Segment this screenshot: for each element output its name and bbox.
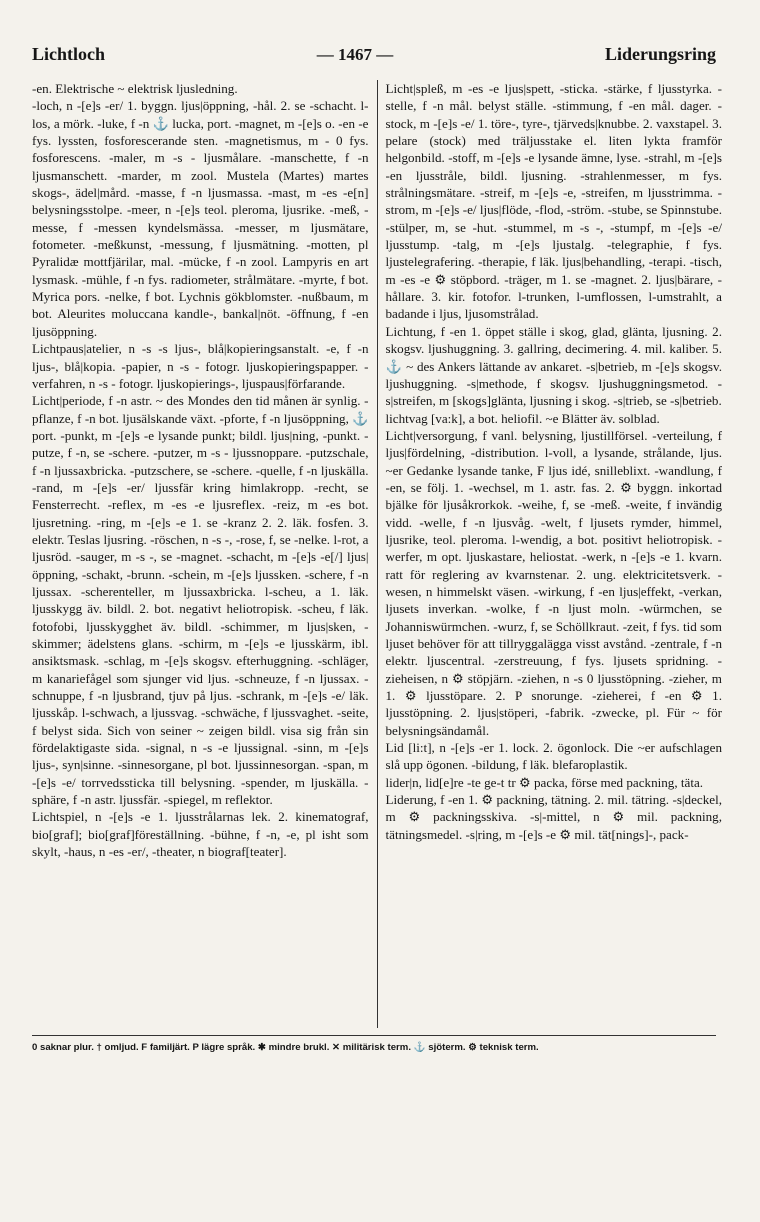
entry-lichtung: Lichtung, f -en 1. öppet ställe i skog, glad, glänta, ljusning. 2. skogsv. ljushuggning. 3. gallring, decimering. 4. mil. kaliber. 5. ⚓ ~ des Ankers lättande av ankaret. -s|betrieb, m -[e]s skogsv. ljushuggning. -s|methode, f skogsv. ljushuggningsmetod. -s|streifen, m [skogs]glänta, ljusning i skog. -s|trieb, se -s|betrieb.	[385, 323, 722, 409]
entry-lichtperiode: Licht|periode, f -n astr. ~ des Mondes den tid månen är synlig. -pflanze, f -n bot. ljusälskande växt. -pforte, f -n ljusöppning, ⚓ port. -punkt, m -[e]s -e lysande punkt; bildl. ljus|ning, -punkt. -putze, f -n, se -schere. -putzer, m -s - ljussnoppare. -putzschale, f -n ljussaxbricka. -putzschere, se -schere. -quelle, f -n ljuskälla. -rand, m -[e]s -er/ ljussfär kring himlakropp. -recht, se Fensterrecht. -reflex, m -es -e ljusreflex. -reiz, m -es bot. ljusretning. -ring, m -[e]s -e 1. se -kranz 2. 2. läk. fosfen. 3. elektr. Teslas ljusring. -röschen, n -s -, -rose, f, se -nelke. l-rot, a ljusröd. -sauger, m -s -, se -magnet. -schacht, m -[e]s -e[/] ljus|öppning, -schakt, -brunn. -schein, m -[e]s ljussken. -schere, f -n ljussax. -scherenteller, m ljussaxbricka. l-scheu, a 1. läk. ljusskygg äv. bildl. 2. bot. negativt heliotropisk. -scheu, f läk. fotofobi, ljusskygghet äv. bildl. -schimmer, m ljus|sken, -skimmer; ädelstens glans. -schirm, m -[e]s -e ljusskärm, ibl. ansiktsmask. -schlag, m -[e]s skogsv. efterhuggning. -schläger, m kanariefågel som sjunger vid ljus. -schneuze, f -n ljussax. -schnuppe, f -n ljusbrand, tjuv på ljus. -schrank, m -[e]s -e/ läk. ljusskåp. l-schwach, a ljussvag. -schwäche, f ljussvaghet. -seite, f belyst sida. Sich von seiner ~ zeigen bildl. visa sig från sin fördelaktigaste sida. -signal, n -s -e ljussignal. -sinn, m -[e]s ljus-, syn|sinne. -sinnesorgane, pl bot. ljussinnesorgan. -span, m -[e]s -e/ torrvedssticka till belysning. -spender, m ljuskälla. -sphäre, f -n astr. ljussfär. -spiegel, m reflektor.	[32, 393, 369, 808]
entry-lichtspiel: Lichtspiel, n -[e]s -e 1. ljusstrålarnas lek. 2. kinematograf, bio[graf]; bio[graf]föreställning. -bühne, f -n, -e, pl isht som skylt, -haus, n -es -er/, -theater, n biograf[teater].	[32, 809, 369, 860]
dictionary-columns	[32, 80, 722, 1028]
header-left-word: Lichtloch	[32, 44, 106, 64]
entry-lichtspiess: Licht|spleß, m -es -e ljus|spett, -sticka. -stärke, f ljusstyrka. -stelle, f -n mål. belyst ställe. -stimmung, f -en mål. dager. -stock, m -[e]s -e/ 1. töre-, tyre-, tjärveds|knubbe. 2. vaxstapel. 3. pelare (stock) med träljusstake el. liten lykta framför helgonbild. -stoff, m -[e]s -e lysande ämne, lyse. -strahl, m -[e]s -en ljusstråle, bildl. ljusning. -strahlenmesser, m fys. strålningsmätare. -streif, m -[e]s -e, -streifen, m ljusstrimma. -strom, m -[e]s -e/ ljus|flöde, -flod, -ström. -stube, se Spinnstube. -stülper, m, se -hut. -stummel, m -s -, -stumpf, m -[e]s -e/ ljusstump. -talg, m -[e]s ljustalg. -telegraphie, f fys. ljustelegrafering. -therapie, f läk. ljus|behandling, -terapi. -tisch, m -es -e ⚙ stöpbord. -träger, m 1. se -magnet. 2. ljus|bärare, -hållare. 3. kir. fotofor. l-trunken, l-umflossen, l-umstrahlt, a badande i ljus, ljusomstrålad.	[385, 81, 722, 322]
entry-lichtpaus: Lichtpaus|atelier, n -s -s ljus-, blå|kopieringsanstalt. -e, f -n ljus-, blå|kopia. -papier, n -s - fotogr. ljuskopieringspapper. -verfahren, n -s - fotogr. ljuskopierings-, ljuspaus|förfarande.	[32, 341, 369, 391]
entry-lichtvag: lichtvag [va:k], a bot. heliofil. ~e Blätter äv. solblad.	[385, 410, 660, 426]
entry-lichtloch: -loch, n -[e]s -er/ 1. byggn. ljus|öppning, -hål. 2. se -schacht. l-los, a mörk. -luke, f -n ⚓ lucka, port. -magnet, m -[e]s o. -en -e fys. lyssten, fosforescerande sten. -magnetismus, m - 0 fys. fosforescens. -maler, m -s - ljusmålare. -manschette, f -n ljusmanschett. -marder, m zool. Mustela (Martes) martes skogs-, ädel|mård. -masse, f -n ljusmassa. -mast, m -es -e[n] belysningsstolpe. -meer, n -[e]s teol. pleroma, ljusrike. -meß, -messe, f -messen kyndelsmässa. -messer, m ljusmätare, fotometer. -meßkunst, -messung, f ljusmätning. -motten, pl Pyralidæ mottfjärilar, mal. -mücke, f -n zool. Lampyris en art lysmask. -mühle, f -n fys. radiometer, strålmätare. -myrte, f bot. Myrica pors. -nelke, f bot. Lychnis gökblomster. -nußbaum, m bot. Aleurites moluccana kandle-, bankal|nöt. -öffnung, f -en ljusöppning.	[32, 98, 369, 339]
entry-liderung: Liderung, f -en 1. ⚙ packning, tätning. 2. mil. tätring. -s|deckel, m ⚙ packningsskiva. -s|-mittel, n ⚙ mil. packning, tätningsmedel. -s|ring, m -[e]s -e ⚙ mil. tät[nings]-, pack-	[385, 792, 722, 842]
right-column	[377, 80, 723, 1028]
abbreviation-legend: 0 saknar plur. † omljud. F familjärt. P lägre språk. ✱ mindre brukl. ✕ militärisk term. ⚓ sjöterm. ⚙ teknisk term.	[32, 1035, 716, 1056]
entry-lichtversorgung: Licht|versorgung, f vanl. belysning, ljustillförsel. -verteilung, f ljus|fördelning, -distribution. l-voll, a lysande, strålande, ljus. ~er Gedanke lysande tanke, F ljus idé, snilleblixt. -wandlung, f -en, se följ. 1. -wechsel, m 1. astr. fas. 2. ⚙ byggn. inkortad bjälke för ljusåkrorkok. -weihe, f, se -meß. -weite, f invändig vidd. -welle, f -n ljusvåg. -welt, f ljusets rymder, himmel, ljusrike, teol. pleroma. l-wendig, a bot. positivt heliotropisk. -werfer, m opt. ljuskastare, heliostat. -werk, n -[e]s -e 1. kvarn. ratt för reglering av kvarnstenar. 2. ung. elektricitetsverk. -wesen, n himmelskt väsen. -wirkung, f -en ljus|effekt, -verkan, ljusets inverkan. -wolke, f -n ljust moln. -würmchen, se Johanniswürmchen. -wurz, f, se Schöllkraut. -zeit, f fys. tid som ljuset behöver för att tillryggalägga visst avstånd. -zentrale, f -n elektr. ljuscentral. -zerstreuung, f fys. ljusets spridning. -zieheisen, n ⚙ stöpjärn. -ziehen, n -s 0 ljusstöpning. -zieher, m 1. ⚙ ljusstöpare. 2. P snorunge. -zieherei, f -en ⚙ 1. ljusstöpning. 2. ljus|stöperi, -fabrik. -zwecke, pl. Für ~ för belysningsändamål.	[385, 427, 722, 738]
entry-lid: Lid [li:t], n -[e]s -er 1. lock. 2. ögonlock. Die ~er aufschlagen slå upp ögonen. -bildung, f läk. blefaroplastik.	[385, 740, 722, 773]
page-number: — 1467 —	[316, 45, 394, 64]
header-right-word: Liderungsring	[604, 44, 716, 64]
entry-lidern: lider|n, lid[e]re -te ge-t tr ⚙ packa, förse med packning, täta.	[385, 774, 704, 790]
entry-licht-tail: -en. Elektrische ~ elektrisk ljusledning.	[32, 81, 238, 96]
page-header	[32, 44, 716, 74]
left-column	[32, 80, 377, 1028]
